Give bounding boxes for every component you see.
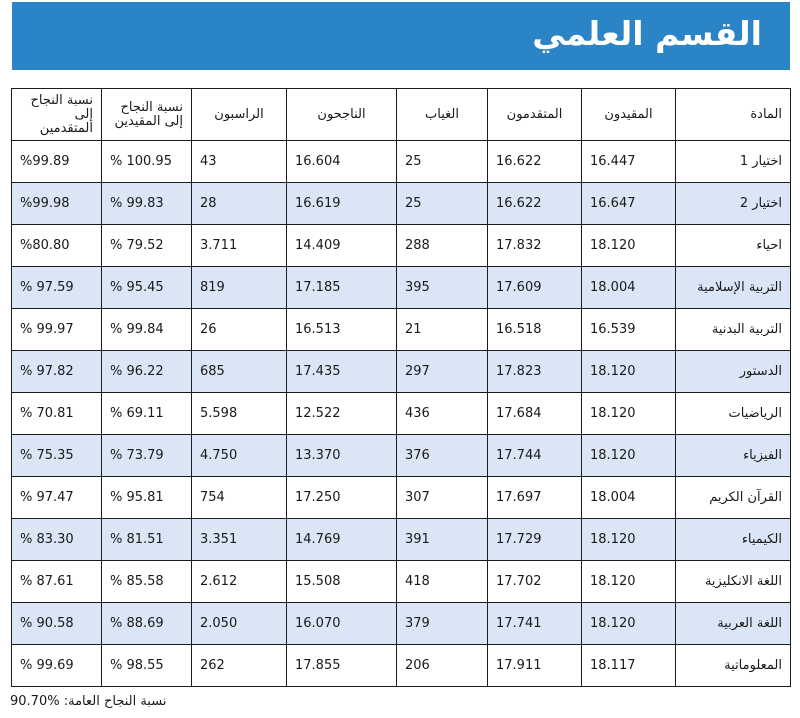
failed-cell: 4.750 <box>192 435 287 477</box>
pass-rate-applicants-cell: % 99.97 <box>12 309 102 351</box>
registered-cell: 18.120 <box>582 561 676 603</box>
registered-cell: 18.004 <box>582 267 676 309</box>
pass-rate-registered-cell: % 95.45 <box>102 267 192 309</box>
table-row <box>12 183 791 225</box>
pass-rate-registered-cell: % 99.83 <box>102 183 192 225</box>
registered-cell: 16.647 <box>582 183 676 225</box>
header-row <box>12 89 791 141</box>
passed-cell: 14.409 <box>287 225 397 267</box>
pass-rate-registered-cell: % 88.69 <box>102 603 192 645</box>
absent-cell: 376 <box>397 435 488 477</box>
passed-cell: 17.855 <box>287 645 397 687</box>
subject-cell: اللغة الانكليزية <box>676 561 791 603</box>
table-row <box>12 477 791 519</box>
subject-cell: الرياضيات <box>676 393 791 435</box>
subject-cell: التربية الإسلامية <box>676 267 791 309</box>
header-registered: المقيدون <box>582 89 676 141</box>
passed-cell: 13.370 <box>287 435 397 477</box>
results-table <box>11 88 791 687</box>
absent-cell: 379 <box>397 603 488 645</box>
overall-pass-rate-label: نسبة النجاح العامة: <box>63 694 167 709</box>
pass-rate-registered-cell: % 73.79 <box>102 435 192 477</box>
table-row <box>12 225 791 267</box>
table-row <box>12 603 791 645</box>
pass-rate-registered-cell: % 79.52 <box>102 225 192 267</box>
absent-cell: 25 <box>397 141 488 183</box>
registered-cell: 16.539 <box>582 309 676 351</box>
subject-cell: اختيار 2 <box>676 183 791 225</box>
applicants-cell: 16.518 <box>488 309 582 351</box>
registered-cell: 18.120 <box>582 519 676 561</box>
passed-cell: 15.508 <box>287 561 397 603</box>
registered-cell: 18.120 <box>582 603 676 645</box>
pass-rate-registered-cell: % 99.84 <box>102 309 192 351</box>
applicants-cell: 17.684 <box>488 393 582 435</box>
applicants-cell: 17.911 <box>488 645 582 687</box>
failed-cell: 2.612 <box>192 561 287 603</box>
header-subject: المادة <box>676 89 791 141</box>
pass-rate-applicants-cell: % 87.61 <box>12 561 102 603</box>
subject-cell: احياء <box>676 225 791 267</box>
pass-rate-registered-cell: % 100.95 <box>102 141 192 183</box>
subject-cell: الفيزياء <box>676 435 791 477</box>
registered-cell: 18.120 <box>582 393 676 435</box>
subject-cell: اللغة العربية <box>676 603 791 645</box>
header-pass-rate-registered: نسبة النجاح إلى المقيدين <box>102 89 192 141</box>
pass-rate-applicants-cell: %80.80 <box>12 225 102 267</box>
table-row <box>12 141 791 183</box>
absent-cell: 288 <box>397 225 488 267</box>
pass-rate-registered-cell: % 69.11 <box>102 393 192 435</box>
subject-cell: المعلوماتية <box>676 645 791 687</box>
header-failed: الراسبون <box>192 89 287 141</box>
registered-cell: 18.120 <box>582 351 676 393</box>
applicants-cell: 17.609 <box>488 267 582 309</box>
pass-rate-applicants-cell: % 97.59 <box>12 267 102 309</box>
failed-cell: 685 <box>192 351 287 393</box>
subject-cell: اختيار 1 <box>676 141 791 183</box>
failed-cell: 5.598 <box>192 393 287 435</box>
applicants-cell: 17.823 <box>488 351 582 393</box>
table-row <box>12 519 791 561</box>
subject-cell: الدستور <box>676 351 791 393</box>
pass-rate-applicants-cell: % 97.82 <box>12 351 102 393</box>
passed-cell: 16.070 <box>287 603 397 645</box>
passed-cell: 12.522 <box>287 393 397 435</box>
pass-rate-applicants-cell: % 90.58 <box>12 603 102 645</box>
absent-cell: 418 <box>397 561 488 603</box>
applicants-cell: 17.697 <box>488 477 582 519</box>
absent-cell: 395 <box>397 267 488 309</box>
absent-cell: 307 <box>397 477 488 519</box>
header-pass-rate-applicants: نسبة النجاح إلى المتقدمين <box>12 89 102 141</box>
passed-cell: 17.250 <box>287 477 397 519</box>
pass-rate-applicants-cell: %99.89 <box>12 141 102 183</box>
subject-cell: التربية البدنية <box>676 309 791 351</box>
pass-rate-applicants-cell: % 83.30 <box>12 519 102 561</box>
overall-pass-rate <box>10 694 166 709</box>
failed-cell: 754 <box>192 477 287 519</box>
passed-cell: 16.604 <box>287 141 397 183</box>
registered-cell: 16.447 <box>582 141 676 183</box>
failed-cell: 3.351 <box>192 519 287 561</box>
passed-cell: 16.513 <box>287 309 397 351</box>
pass-rate-registered-cell: % 95.81 <box>102 477 192 519</box>
subject-cell: الكيمياء <box>676 519 791 561</box>
pass-rate-applicants-cell: % 70.81 <box>12 393 102 435</box>
table-row <box>12 393 791 435</box>
applicants-cell: 17.832 <box>488 225 582 267</box>
header-passed: الناجحون <box>287 89 397 141</box>
failed-cell: 3.711 <box>192 225 287 267</box>
pass-rate-registered-cell: % 98.55 <box>102 645 192 687</box>
applicants-cell: 17.702 <box>488 561 582 603</box>
failed-cell: 26 <box>192 309 287 351</box>
absent-cell: 436 <box>397 393 488 435</box>
absent-cell: 297 <box>397 351 488 393</box>
subject-cell: القرآن الكريم <box>676 477 791 519</box>
registered-cell: 18.120 <box>582 225 676 267</box>
section-title: القسم العلمي <box>532 14 762 53</box>
header-absent: الغياب <box>397 89 488 141</box>
failed-cell: 2.050 <box>192 603 287 645</box>
failed-cell: 819 <box>192 267 287 309</box>
applicants-cell: 17.744 <box>488 435 582 477</box>
pass-rate-applicants-cell: % 97.47 <box>12 477 102 519</box>
applicants-cell: 17.741 <box>488 603 582 645</box>
pass-rate-registered-cell: % 96.22 <box>102 351 192 393</box>
registered-cell: 18.117 <box>582 645 676 687</box>
overall-pass-rate-value: 90.70% <box>10 694 60 709</box>
passed-cell: 17.185 <box>287 267 397 309</box>
passed-cell: 14.769 <box>287 519 397 561</box>
failed-cell: 28 <box>192 183 287 225</box>
applicants-cell: 16.622 <box>488 183 582 225</box>
section-banner <box>12 2 790 70</box>
table-row <box>12 309 791 351</box>
passed-cell: 17.435 <box>287 351 397 393</box>
absent-cell: 391 <box>397 519 488 561</box>
table-row <box>12 267 791 309</box>
failed-cell: 43 <box>192 141 287 183</box>
pass-rate-applicants-cell: % 99.69 <box>12 645 102 687</box>
table-row <box>12 561 791 603</box>
pass-rate-registered-cell: % 85.58 <box>102 561 192 603</box>
table-row <box>12 645 791 687</box>
pass-rate-applicants-cell: %99.98 <box>12 183 102 225</box>
pass-rate-registered-cell: % 81.51 <box>102 519 192 561</box>
header-applicants: المتقدمون <box>488 89 582 141</box>
absent-cell: 21 <box>397 309 488 351</box>
registered-cell: 18.120 <box>582 435 676 477</box>
pass-rate-applicants-cell: % 75.35 <box>12 435 102 477</box>
passed-cell: 16.619 <box>287 183 397 225</box>
applicants-cell: 16.622 <box>488 141 582 183</box>
applicants-cell: 17.729 <box>488 519 582 561</box>
absent-cell: 206 <box>397 645 488 687</box>
table-row <box>12 435 791 477</box>
table-row <box>12 351 791 393</box>
failed-cell: 262 <box>192 645 287 687</box>
registered-cell: 18.004 <box>582 477 676 519</box>
absent-cell: 25 <box>397 183 488 225</box>
